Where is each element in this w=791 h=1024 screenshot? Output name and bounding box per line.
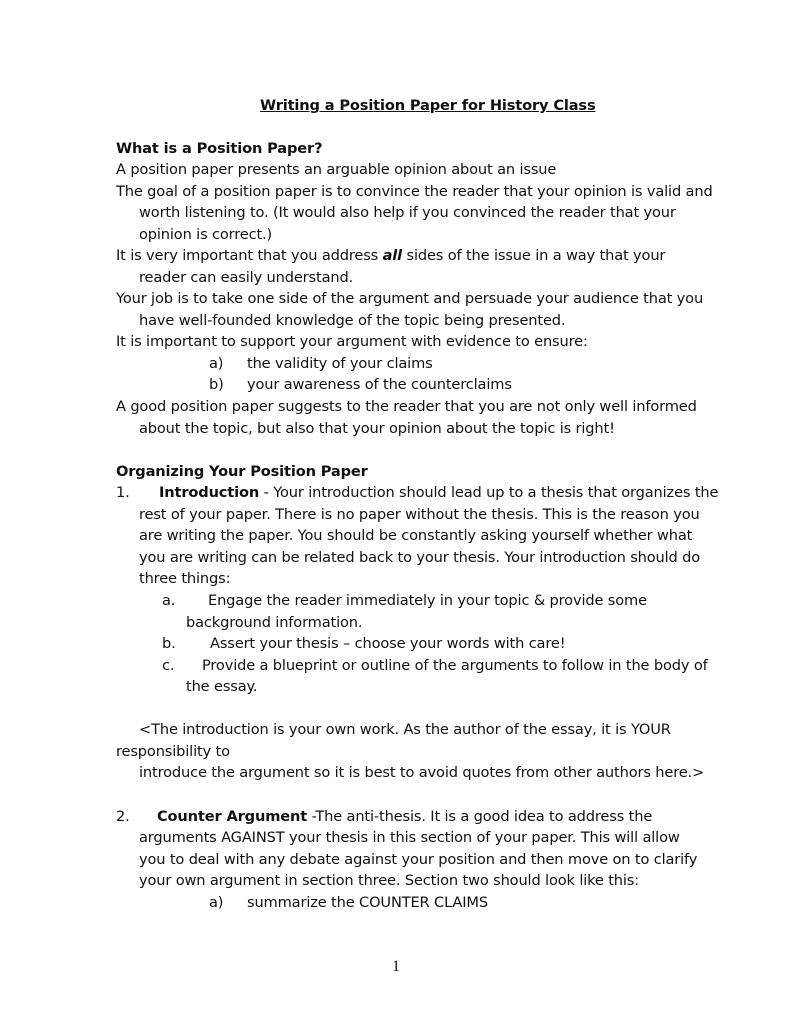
paragraph-line: A position paper presents an arguable opinion about an issue — [116, 161, 557, 178]
list-item: background information. — [186, 614, 363, 631]
list-item: Assert your thesis – choose your words with care! — [210, 635, 566, 652]
page-title: Writing a Position Paper for History Class — [260, 97, 596, 114]
section-heading-what-is: What is a Position Paper? — [116, 140, 323, 157]
list-item: your awareness of the counterclaims — [247, 376, 512, 393]
paragraph-line: A good position paper suggests to the reader that you are not only well informed — [116, 398, 697, 415]
list-marker: b) — [209, 376, 224, 393]
paragraph-line: It is very important that you address all sides of the issue in a way that your — [116, 247, 666, 264]
item-label-introduction: Introduction — [159, 484, 260, 501]
paragraph-line: you to deal with any debate against your position and then move on to clarify — [139, 851, 698, 868]
emphasis-all: all — [382, 247, 402, 264]
paragraph-line: reader can easily understand. — [139, 269, 354, 286]
list-marker: b. — [162, 635, 176, 652]
paragraph-line: three things: — [139, 570, 231, 587]
note-line: introduce the argument so it is best to avoid quotes from other authors here.> — [139, 764, 705, 781]
paragraph-line: have well-founded knowledge of the topic being presented. — [139, 312, 566, 329]
note-line: <The introduction is your own work. As the author of the essay, it is YOUR — [139, 721, 671, 738]
list-item: summarize the COUNTER CLAIMS — [247, 894, 488, 911]
section-heading-organizing: Organizing Your Position Paper — [116, 463, 368, 480]
paragraph-line: Introduction - Your introduction should lead up to a thesis that organizes the — [159, 484, 719, 501]
paragraph-line: The goal of a position paper is to convince the reader that your opinion is valid and — [116, 183, 713, 200]
paragraph-line: rest of your paper. There is no paper without the thesis. This is the reason you — [139, 506, 700, 523]
paragraph-line: Your job is to take one side of the argument and persuade your audience that you — [116, 290, 704, 307]
paragraph-line: It is important to support your argument with evidence to ensure: — [116, 333, 588, 350]
paragraph-line: you are writing can be related back to your thesis. Your introduction should do — [139, 549, 701, 566]
item-label-counter-argument: Counter Argument — [157, 808, 308, 825]
list-marker: a) — [209, 355, 224, 372]
list-marker: c. — [162, 657, 175, 674]
numbered-marker: 2. — [116, 808, 130, 825]
paragraph-line: worth listening to. (It would also help if you convinced the reader that your — [139, 204, 676, 221]
numbered-marker: 1. — [116, 484, 130, 501]
paragraph-line: about the topic, but also that your opinion about the topic is right! — [139, 420, 615, 437]
list-marker: a. — [162, 592, 176, 609]
paragraph-line: are writing the paper. You should be constantly asking yourself whether what — [139, 527, 693, 544]
paragraph-line: arguments AGAINST your thesis in this section of your paper. This will allow — [139, 829, 680, 846]
paragraph-line: your own argument in section three. Section two should look like this: — [139, 872, 640, 889]
list-item: Provide a blueprint or outline of the arguments to follow in the body of — [202, 657, 708, 674]
list-marker: a) — [209, 894, 224, 911]
note-line: responsibility to — [116, 743, 230, 760]
page-number: 1 — [392, 958, 400, 975]
paragraph-line: Counter Argument -The anti-thesis. It is a good idea to address the — [157, 808, 653, 825]
list-item: the validity of your claims — [247, 355, 433, 372]
list-item: Engage the reader immediately in your topic & provide some — [208, 592, 647, 609]
paragraph-line: opinion is correct.) — [139, 226, 273, 243]
list-item: the essay. — [186, 678, 258, 695]
